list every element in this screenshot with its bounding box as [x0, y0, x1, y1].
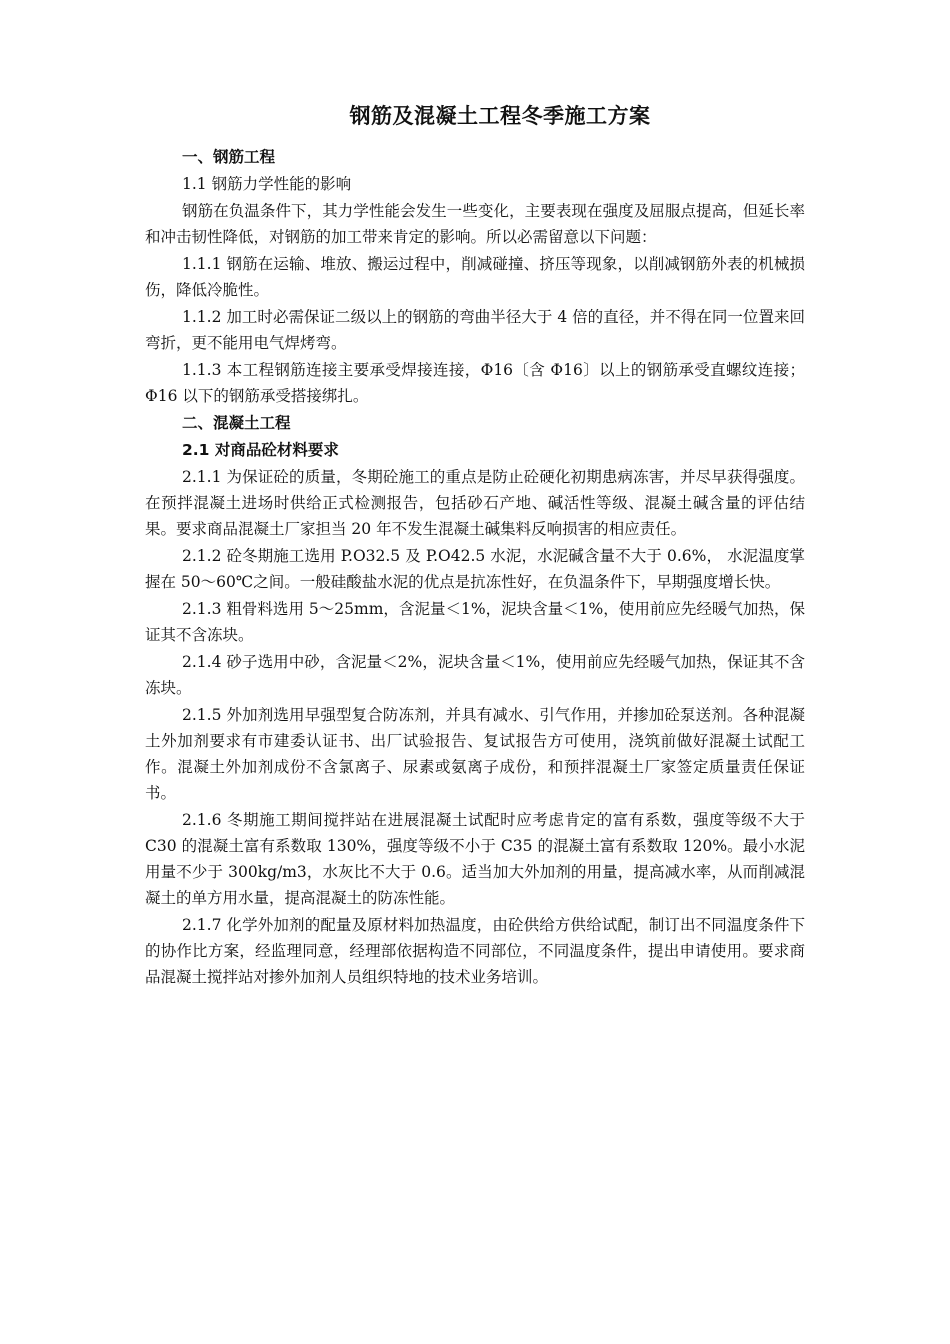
document-page: [145, 100, 805, 991]
paragraph: 1.1.1 钢筋在运输、堆放、搬运过程中，削减碰撞、挤压等现象，以削减钢筋外表的机械损伤，降低冷脆性。: [145, 255, 805, 299]
subsection-heading: 2.1 对商品砼材料要求: [182, 441, 339, 459]
document-title: 钢筋及混凝土工程冬季施工方案: [349, 104, 651, 128]
subsection-heading: 1.1 钢筋力学性能的影响: [182, 175, 352, 193]
section-rebar: [145, 144, 805, 409]
paragraph: 钢筋在负温条件下，其力学性能会发生一些变化，主要表现在强度及屈服点提高，但延长率和冲击韧性降低，对钢筋的加工带来肯定的影响。所以必需留意以下问题：: [145, 202, 805, 246]
section-heading: 二、混凝土工程: [182, 414, 291, 432]
paragraph: 2.1.5 外加剂选用早强型复合防冻剂，并具有减水、引气作用，并掺加砼泵送剂。各种混凝土外加剂要求有市建委认证书、出厂试验报告、复试报告方可使用，浇筑前做好混凝土试配工作。混凝土外加剂成份不含氯离子、尿素或氨离子成份，和预拌混凝土厂家签定质量责任保证书。: [145, 706, 805, 802]
paragraph: 2.1.7 化学外加剂的配量及原材料加热温度，由砼供给方供给试配，制订出不同温度条件下的协作比方案，经监理同意，经理部依据构造不同部位，不同温度条件，提出申请使用。要求商品混凝土搅拌站对掺外加剂人员组织特地的技术业务培训。: [145, 916, 805, 986]
paragraph: 2.1.3 粗骨料选用 5～25mm，含泥量＜1%，泥块含量＜1%，使用前应先经暖气加热，保证其不含冻块。: [145, 600, 805, 644]
paragraph: 2.1.4 砂子选用中砂，含泥量＜2%，泥块含量＜1%，使用前应先经暖气加热，保证其不含冻块。: [145, 653, 805, 697]
paragraph: 1.1.3 本工程钢筋连接主要承受焊接连接，Φ16〔含 Φ16〕以上的钢筋承受直螺纹连接；Φ16 以下的钢筋承受搭接绑扎。: [145, 361, 805, 405]
paragraph: 2.1.6 冬期施工期间搅拌站在进展混凝土试配时应考虑肯定的富有系数，强度等级不大于 C30 的混凝土富有系数取 130%，强度等级不小于 C35 的混凝土富有系数取 120%。最小水泥用量不少于 300kg/m3，水灰比不大于 0.6。适当加大外加剂的用量，提高减水率，从而削减混凝土的单方用水量，提高混凝土的防冻性能。: [145, 811, 805, 907]
paragraph: 1.1.2 加工时必需保证二级以上的钢筋的弯曲半径大于 4 倍的直径，并不得在同一位置来回弯折，更不能用电气焊烤弯。: [145, 308, 805, 352]
section-heading: 一、钢筋工程: [182, 148, 276, 166]
paragraph: 2.1.1 为保证砼的质量，冬期砼施工的重点是防止砼硬化初期患病冻害，并尽早获得强度。在预拌混凝土进场时供给正式检测报告，包括砂石产地、碱活性等级、混凝土碱含量的评估结果。要求商品混凝土厂家担当 20 年不发生混凝土碱集料反响损害的相应责任。: [145, 468, 805, 538]
section-concrete: [145, 410, 805, 990]
paragraph: 2.1.2 砼冬期施工选用 P.O32.5 及 P.O42.5 水泥，水泥碱含量不大于 0.6%， 水泥温度掌握在 50～60℃之间。一般硅酸盐水泥的优点是抗冻性好，在负温条件下，早期强度增长快。: [145, 547, 805, 591]
